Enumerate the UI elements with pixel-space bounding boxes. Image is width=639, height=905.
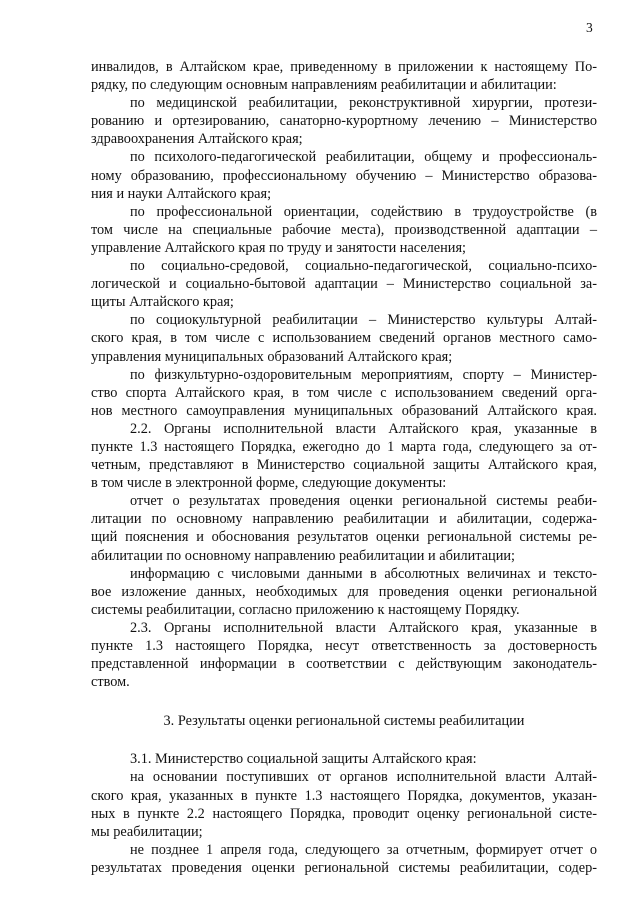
text-line: управление Алтайского края по труду и занятости населения; — [91, 239, 466, 256]
text-line: не позднее 1 апреля года, следующего за отчетным, формирует отчет о — [130, 841, 597, 858]
text-line: ния и науки Алтайского края; — [91, 185, 272, 202]
text-line: абилитации по основному направлению реабилитации и абилитации; — [91, 547, 515, 564]
text-line: ных в пункте 2.2 настоящего Порядка, проводит оценку региональной систе- — [91, 805, 597, 822]
text-line: по медицинской реабилитации, реконструктивной хирургии, протези- — [130, 95, 597, 112]
text-line: литации по основному направлению реабилитации и абилитации, содержа- — [91, 511, 597, 528]
text-line: щиты Алтайского края; — [91, 294, 234, 311]
text-line: информацию с числовыми данными в абсолютных величинах и тексто- — [130, 565, 597, 582]
section-heading: 3. Результаты оценки региональной системы реабилитации — [163, 713, 525, 730]
text-line: мы реабилитации; — [91, 823, 203, 840]
text-line: нов местного самоуправления муниципальных образований Алтайского края. — [91, 402, 597, 419]
text-line: четным, представляют в Министерство социальной защиты Алтайского края, — [91, 457, 597, 474]
text-line: 2.3. Органы исполнительной власти Алтайского края, указанные в — [130, 619, 597, 636]
text-line: на основании поступивших от органов исполнительной власти Алтай- — [130, 769, 597, 786]
text-line: щий пояснения и обоснования результатов оценки региональной системы ре- — [91, 529, 597, 546]
text-line: рядку, по следующим основным направлениям реабилитации и абилитации: — [91, 77, 557, 94]
text-line: том числе на специальные рабочие места), производственной адаптации – — [91, 221, 597, 238]
text-line: ство спорта Алтайского края, в том числе с использованием сведений орга- — [91, 384, 597, 401]
text-line: ского края, в том числе с использованием сведений органов местного само- — [91, 330, 597, 347]
text-line: системы реабилитации, согласно приложению к настоящему Порядку. — [91, 601, 520, 618]
text-line: здравоохранения Алтайского края; — [91, 131, 303, 148]
text-line: пункте 1.3 настоящего Порядка, несут ответственность за достоверность — [91, 638, 597, 654]
text-line: вое изложение данных, необходимых для проведения оценки региональной — [91, 583, 597, 600]
text-line: ному образованию, профессиональному обучению – Министерство образова- — [91, 167, 597, 184]
text-line: результатах проведения оценки региональной системы реабилитации, содер- — [91, 859, 597, 876]
text-line: управления муниципальных образований Алтайского края; — [91, 348, 453, 365]
text-line: по социокультурной реабилитации – Министерство культуры Алтай- — [130, 312, 597, 329]
text-line: по психолого-педагогической реабилитации, общему и профессиональ- — [130, 149, 597, 166]
text-line: по профессиональной ориентации, содействию в трудоустройстве (в — [130, 203, 597, 220]
text-line: инвалидов, в Алтайском крае, приведенному в приложении к настоящему По- — [91, 59, 597, 75]
page-number: 3 — [586, 20, 593, 35]
text-line: в том числе в электронной форме, следующие документы: — [91, 475, 447, 492]
text-line: 3.1. Министерство социальной защиты Алтайского края: — [130, 751, 477, 768]
text-line: отчет о результатах проведения оценки региональной системы реаби- — [130, 493, 597, 510]
text-line: по социально-средовой, социально-педагогической, социально-психо- — [130, 258, 597, 275]
text-line: ского края, указанных в пункте 1.3 настоящего Порядка, документов, указан- — [91, 787, 597, 804]
document-body — [91, 58, 597, 877]
text-line: представленной информации в соответствии с действующим законодатель- — [91, 656, 597, 673]
text-line: 2.2. Органы исполнительной власти Алтайского края, указанные в — [130, 420, 597, 437]
text-line: ством. — [91, 674, 130, 691]
text-line: рованию и ортезированию, санаторно-курортному лечению – Министерство — [91, 113, 597, 130]
text-line: логической и социально-бытовой адаптации – Министерство социальной за- — [91, 276, 597, 293]
text-line: пункте 1.3 настоящего Порядка, ежегодно до 1 марта года, следующего за от- — [91, 438, 597, 455]
text-line: по физкультурно-оздоровительным мероприятиям, спорту – Министер- — [130, 366, 597, 383]
